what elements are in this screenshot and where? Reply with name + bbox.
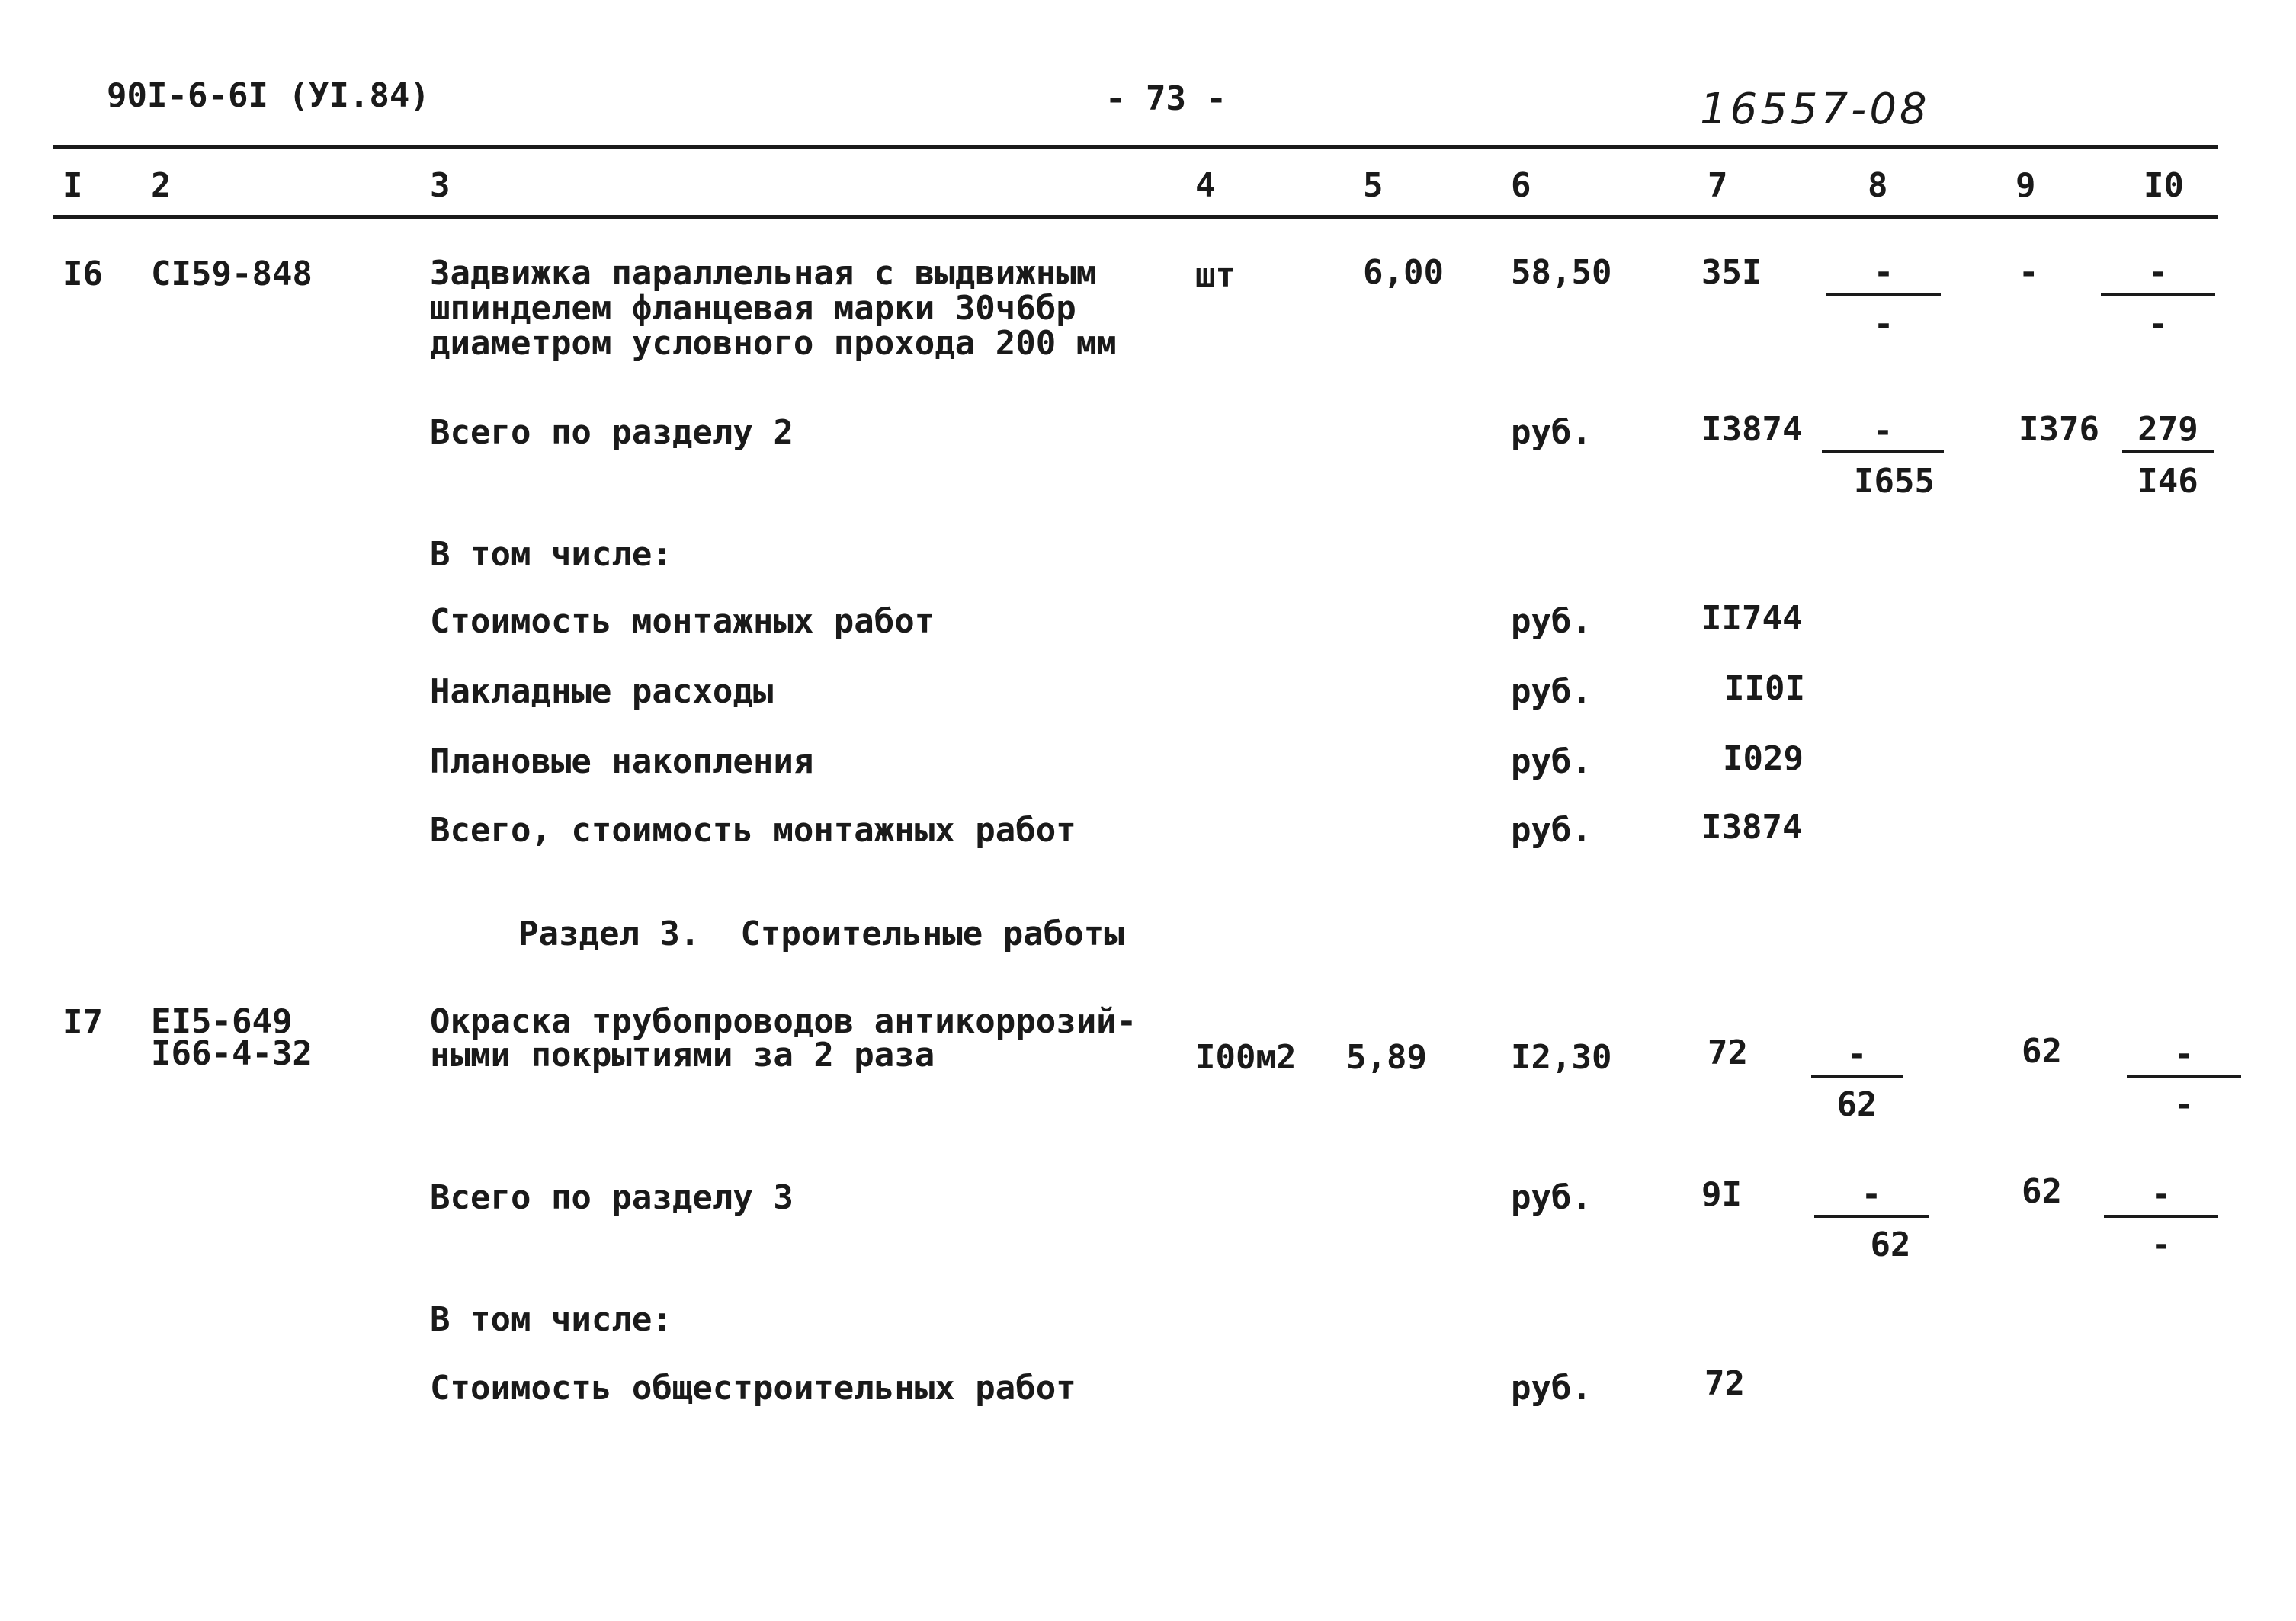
row-label: Всего, стоимость монтажных работ [430, 811, 1076, 850]
row-label: Плановые накопления [430, 742, 814, 781]
column-header: 2 [151, 166, 172, 205]
including-label: В том числе: [430, 535, 672, 574]
table-header-rule [53, 215, 2218, 219]
document-code: 90I-6-6I (УI.84) [107, 76, 430, 115]
fraction-bar [2104, 1215, 2218, 1218]
column-header: I0 [2144, 166, 2184, 205]
item-description-line: Задвижка параллельная с выдвижным [430, 254, 1097, 293]
column-header: 9 [2015, 166, 2036, 205]
total-label: Всего по разделу 3 [430, 1178, 794, 1217]
col9-value: 62 [2022, 1032, 2062, 1071]
fraction-denominator: - [2173, 1085, 2195, 1124]
fraction-denominator: I655 [1854, 462, 1935, 501]
fraction-denominator: - [1873, 305, 1894, 344]
rate-code: CI59-848 [151, 255, 313, 293]
column-header: 7 [1708, 166, 1728, 205]
cost-total: 72 [1708, 1033, 1748, 1072]
cost-total: 72 [1704, 1364, 1745, 1403]
row-label: Стоимость монтажных работ [430, 602, 935, 641]
cost-total: 35I [1701, 253, 1762, 292]
unit: руб. [1511, 413, 1592, 452]
fraction-bar [1811, 1075, 1903, 1078]
row-label: Накладные расходы [430, 672, 774, 711]
fraction-numerator: - [2150, 1175, 2172, 1214]
fraction-bar [2127, 1075, 2241, 1078]
fraction-bar [1822, 450, 1944, 453]
unit: руб. [1511, 602, 1592, 641]
col9-value: I376 [2019, 410, 2099, 449]
fraction-numerator: - [1846, 1035, 1868, 1074]
cost-total: I3874 [1701, 410, 1803, 449]
fraction-denominator: - [2150, 1225, 2172, 1264]
fraction-bar [1814, 1215, 1929, 1218]
unit: руб. [1511, 1178, 1592, 1217]
unit: руб. [1511, 742, 1592, 781]
fraction-numerator: - [1873, 253, 1894, 292]
cost-total: 9I [1701, 1175, 1742, 1214]
fraction-numerator: - [1861, 1175, 1882, 1214]
unit-price: I2,30 [1511, 1038, 1612, 1077]
quantity: 5,89 [1346, 1038, 1427, 1077]
fraction-bar [2101, 293, 2215, 296]
fraction-numerator: 279 [2137, 410, 2198, 449]
fraction-denominator: - [2147, 305, 2169, 344]
including-label: В том числе: [430, 1300, 672, 1339]
fraction-denominator: I46 [2137, 462, 2198, 501]
row-label: Стоимость общестроительных работ [430, 1369, 1076, 1408]
column-header: 5 [1363, 166, 1384, 205]
col9-value: - [2019, 253, 2039, 292]
unit: шт [1195, 256, 1236, 295]
row-number: I7 [63, 1003, 103, 1042]
fraction-denominator: 62 [1870, 1225, 1911, 1264]
col9-value: 62 [2022, 1172, 2062, 1211]
fraction-bar [1826, 293, 1941, 296]
cost-total: II744 [1701, 599, 1803, 638]
handwritten-number: 16557-08 [1700, 85, 1930, 134]
fraction-numerator: - [2173, 1035, 2195, 1074]
unit: руб. [1511, 1369, 1592, 1408]
column-header: 6 [1511, 166, 1531, 205]
unit: I00м2 [1195, 1038, 1297, 1077]
item-description-line: Окраска трубопроводов антикоррозий- [430, 1002, 1137, 1041]
column-header: 4 [1195, 166, 1216, 205]
column-header: 8 [1868, 166, 1888, 205]
cost-total: II0I [1724, 669, 1805, 708]
fraction-bar [2122, 450, 2214, 453]
unit: руб. [1511, 672, 1592, 711]
column-header: I [63, 166, 83, 205]
rate-code: EI5-649 [151, 1002, 293, 1041]
table-top-rule [53, 145, 2218, 149]
rate-code: I66-4-32 [151, 1034, 313, 1073]
fraction-denominator: 62 [1836, 1085, 1878, 1124]
cost-total: I3874 [1701, 808, 1803, 847]
column-header: 3 [430, 166, 451, 205]
item-description-line: диаметром условного прохода 200 мм [430, 324, 1117, 363]
item-description-line: ными покрытиями за 2 раза [430, 1036, 935, 1075]
unit-price: 58,50 [1511, 253, 1612, 292]
quantity: 6,00 [1363, 253, 1444, 292]
unit: руб. [1511, 811, 1592, 850]
fraction-numerator: - [1872, 412, 1894, 450]
fraction-numerator: - [2147, 253, 2169, 292]
item-description-line: шпинделем фланцевая марки 30ч6бр [430, 289, 1076, 328]
page-number: - 73 - [1105, 79, 1227, 118]
row-number: I6 [63, 255, 103, 293]
section-3-heading: Раздел 3. Строительные работы [518, 915, 1124, 953]
cost-total: I029 [1723, 739, 1804, 778]
total-label: Всего по разделу 2 [430, 413, 794, 452]
